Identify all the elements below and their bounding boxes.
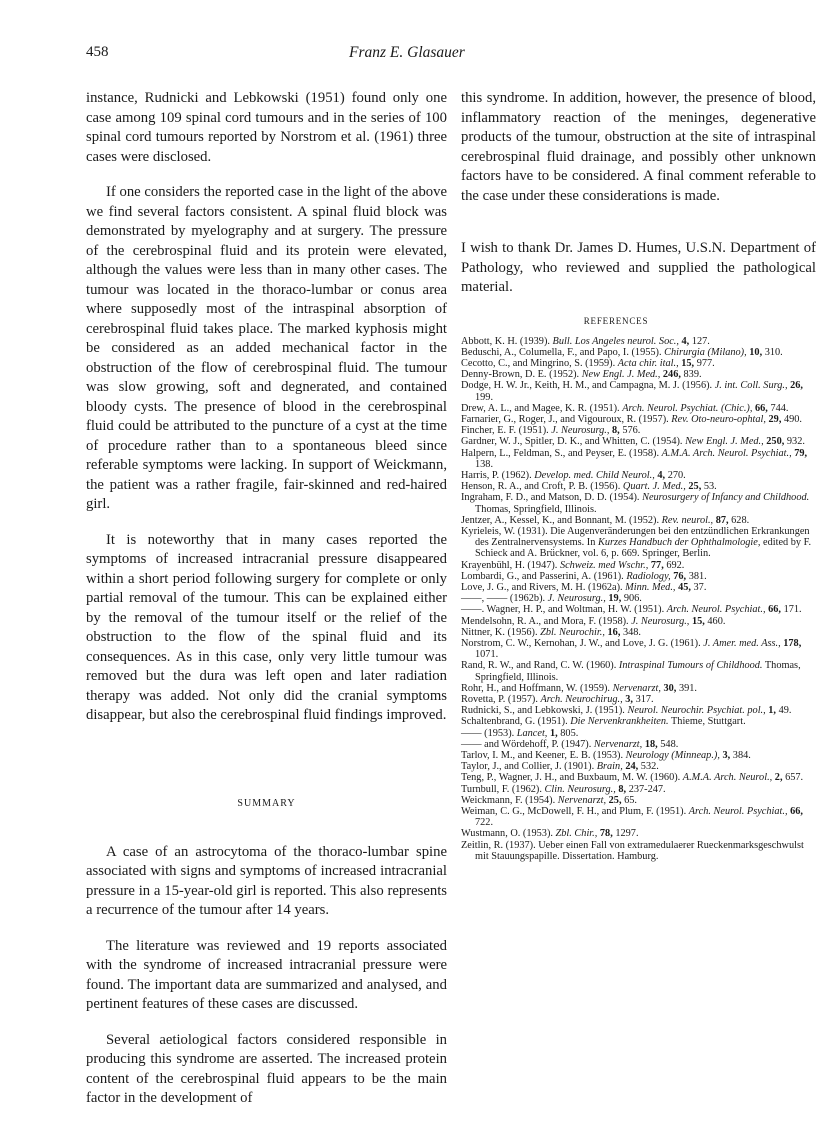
reference-authors: Nittner, K. (1956). <box>461 626 538 638</box>
reference-authors: Farnarier, G., Roger, J., and Vigouroux, R. (1957). <box>461 413 669 425</box>
reference-item <box>461 660 816 682</box>
reference-item <box>461 403 816 414</box>
reference-item <box>461 716 816 727</box>
reference-volume: 15, <box>691 615 705 627</box>
reference-volume: 25, <box>608 794 622 806</box>
reference-pages: 65. <box>624 794 637 806</box>
reference-pages: 576. <box>622 425 641 437</box>
reference-authors: Lombardi, G., and Passerini, A. (1961). <box>461 570 624 582</box>
reference-volume: 4, <box>657 469 666 481</box>
reference-source: Neurosurgery of Infancy and Childhood. <box>642 492 810 504</box>
reference-volume: 8, <box>612 425 620 437</box>
summary-paragraph: Several aetiological factors considered responsible in producing this syndrome are asserted. The increased protein content of the cerebrospinal fluid appears to be the main factor in the development of <box>86 1031 447 1106</box>
reference-authors: Rand, R. W., and Rand, C. W. (1960). <box>461 660 617 672</box>
reference-authors: ——, —— (1962b). <box>461 593 546 605</box>
reference-source: Nervenarzt, <box>593 738 643 750</box>
reference-source: Arch. Neurol. Psychiat. (Chic.), <box>622 402 753 414</box>
reference-source: Nervenarzt, <box>557 794 607 806</box>
reference-source: Neurology (Minneap.), <box>625 750 720 762</box>
reference-pages: 49. <box>778 705 792 717</box>
reference-volume: 19, <box>608 593 622 605</box>
reference-source: J. Amer. med. Ass., <box>703 637 781 649</box>
reference-item <box>461 526 816 560</box>
reference-item <box>461 336 816 347</box>
reference-authors: —— (1953). <box>461 727 515 739</box>
reference-item <box>461 347 816 358</box>
reference-volume: 8, <box>618 783 627 795</box>
reference-item <box>461 369 816 380</box>
reference-pages: 381. <box>688 570 707 582</box>
reference-source: Chirurgia (Milano), <box>664 346 747 358</box>
reference-pages: 53. <box>703 481 717 493</box>
reference-pages: 657. <box>785 772 804 784</box>
reference-pages: 932. <box>786 436 805 448</box>
reference-authors: Abbott, K. H. (1939). <box>461 335 550 347</box>
reference-item <box>461 358 816 369</box>
reference-authors: Harris, P. (1962). <box>461 469 532 481</box>
reference-pages: 460. <box>707 615 726 627</box>
reference-volume: 15, <box>681 357 695 369</box>
reference-source: Brain, <box>596 761 623 773</box>
reference-authors: Wustmann, O. (1953). <box>461 828 553 840</box>
reference-pages: 127. <box>691 335 710 347</box>
reference-source: Schweiz. med Wschr., <box>559 559 649 571</box>
reference-source: A.M.A. Arch. Neurol. Psychiat., <box>661 447 792 459</box>
reference-pages: 1297. <box>615 828 639 840</box>
body-paragraph: If one considers the reported case in the light of the above we find several factors consistent. A spinal fluid block was demonstrated by myelography and at surgery. The pressure of the cerebrospinal fluid and its protein were elevated, although the values were less than in many other cases. The tumour was located in the thoraco-lumbar or conus area where supposedly most of the intraspinal absorption of cerebrospinal fluid takes place. The marked kyphosis might be considered as an added mechanical factor in the obstruction of the flow of cerebrospinal fluid. The tumour was slow growing, soft and degnerated, and contained bloody cysts. The presence of blood in the cerebrospinal fluid could be attributed to the puncture of a cyst at the time of procedure rather than to a spontaneous bleed since referable symptoms were lacking. In support of Weickmann, the patient was a rather fragile, fair-skinned and red-haired girl. <box>86 184 447 512</box>
reference-source: Acta chir. ital., <box>617 357 679 369</box>
reference-volume: 66, <box>755 402 768 414</box>
reference-pages: 977. <box>696 357 715 369</box>
reference-source: Intraspinal Tumours of Childhood. <box>618 660 763 672</box>
reference-item <box>461 604 816 615</box>
reference-authors: Gardner, W. J., Spitler, D. K., and Whitten, C. (1954). <box>461 436 683 448</box>
reference-volume: 16, <box>607 626 621 638</box>
reference-item <box>461 448 816 470</box>
reference-item <box>461 436 816 447</box>
reference-pages: Thieme, Stuttgart. <box>671 716 746 728</box>
reference-source: Lancet, <box>516 727 548 739</box>
reference-source: J. Neurosurg., <box>631 615 690 627</box>
reference-list <box>461 336 816 863</box>
reference-pages: 237-247. <box>628 783 666 795</box>
reference-pages: 722. <box>475 817 494 829</box>
reference-authors: Fincher, E. F. (1951). <box>461 425 549 437</box>
reference-authors: Rohr, H., and Hoffmann, W. (1959). <box>461 682 610 694</box>
reference-pages: 270. <box>667 469 686 481</box>
body-paragraph: this syndrome. In addition, however, the presence of blood, inflammatory reaction of the meninges, degenerative products of the tumour, obstruction at the site of intraspinal cerebrospinal fluid drainage, and possibly other unknown factors have to be considered. A final comment referable to the case under these considerations is made. <box>461 90 816 204</box>
reference-authors: Dodge, H. W. Jr., Keith, H. M., and Campagna, M. J. (1956). <box>461 380 713 392</box>
reference-authors: Ingraham, F. D., and Matson, D. D. (1954). <box>461 492 640 504</box>
reference-item <box>461 571 816 582</box>
page-number: 458 <box>86 44 109 60</box>
reference-source: Arch. Neurochirug., <box>540 694 623 705</box>
reference-volume: 29, <box>768 413 782 425</box>
reference-item <box>461 492 816 514</box>
reference-source: J. Neurosurg., <box>547 593 606 605</box>
summary-paragraph: A case of an astrocytoma of the thoraco-lumbar spine associated with signs and symptoms of increased intracranial pressure in a 15-year-old girl is reported. This also represents a recurrence of the tumour after 14 years. <box>86 843 447 918</box>
reference-pages: 490. <box>783 413 802 425</box>
reference-authors: ——. Wagner, H. P., and Woltman, H. W. (1951). <box>461 604 665 616</box>
reference-item <box>461 750 816 761</box>
reference-volume: 78, <box>599 828 613 840</box>
body-paragraph: instance, Rudnicki and Lebkowski (1951) found only one case among 109 spinal cord tumours and in the series of 100 spinal cord tumours reported by Norstrom et al. (1961) three cases were disclosed. <box>86 90 447 165</box>
reference-item <box>461 705 816 716</box>
reference-authors: Beduschi, A., Columella, F., and Papo, I. (1955). <box>461 346 662 358</box>
body-paragraph: It is noteworthy that in many cases reported the symptoms of increased intracranial pressure disappeared within a short period following surgery for complete or only partial removal of the tumour. This can be explained either by the removal of the tumour itself or the relief of the obstruction to the flow of the spinal fluid and its consequences. As in this case, only very little tumour was removed but the dura was left open and later radiation therapy was added. Not only did the cranial symptoms disappear, but also the cerebrospinal fluid findings improved. <box>86 531 447 723</box>
reference-pages: 348. <box>622 626 641 638</box>
reference-item <box>461 840 816 862</box>
reference-source: Nervenarzt, <box>612 682 661 694</box>
reference-item <box>461 481 816 492</box>
reference-authors: Cecotto, C., and Mingrino, S. (1959). <box>461 357 616 369</box>
reference-source: Neurol. Neurochir. Psychiat. pol., <box>627 705 766 717</box>
reference-pages: 310. <box>764 346 783 358</box>
reference-pages: 692. <box>666 559 685 571</box>
reference-authors: Mendelsohn, R. A., and Mora, F. (1958). <box>461 615 629 627</box>
reference-volume: 66, <box>768 604 781 616</box>
reference-pages: edited by F. Schieck and A. Brückner, vol. 6, p. 669. Springer, Berlin. <box>475 537 812 560</box>
reference-item <box>461 784 816 795</box>
reference-authors: Schaltenbrand, G. (1951). <box>461 716 568 728</box>
reference-source: Radiology, <box>626 570 671 582</box>
references-heading: REFERENCES <box>583 315 649 326</box>
reference-volume: 18, <box>644 738 658 750</box>
reference-item <box>461 414 816 425</box>
summary-paragraph: The literature was reviewed and 19 reports associated with the syndrome of increased intracranial pressure were found. The important data are summarized and analysed, and pertinent features of these cases are discussed. <box>86 937 447 1012</box>
reference-authors: —— and Wördehoff, P. (1947). <box>461 738 592 750</box>
reference-source: Minn. Med., <box>625 581 676 593</box>
reference-pages: 391. <box>678 682 697 694</box>
reference-volume: 26, <box>790 380 803 392</box>
reference-volume: 24, <box>625 761 639 773</box>
reference-item <box>461 739 816 750</box>
reference-item <box>461 694 816 705</box>
reference-authors: Rovetta, P. (1957). <box>461 694 538 705</box>
reference-volume: 79, <box>794 447 808 459</box>
reference-item <box>461 582 816 593</box>
reference-item <box>461 560 816 571</box>
running-head: Franz E. Glasauer <box>349 44 465 61</box>
reference-source: Develop. med. Child Neurol., <box>534 469 655 481</box>
reference-item <box>461 683 816 694</box>
reference-volume: 77, <box>650 559 664 571</box>
reference-item <box>461 425 816 436</box>
reference-source: Rev. Oto-neuro-ophtal, <box>671 413 766 425</box>
summary-heading: SUMMARY <box>237 797 296 809</box>
reference-volume: 66, <box>790 806 803 818</box>
reference-volume: 4, <box>681 335 690 347</box>
reference-source: Zbl. Neurochir., <box>540 626 605 638</box>
left-column <box>86 89 447 1109</box>
reference-source: Die Nervenkrankheiten. <box>570 716 669 728</box>
reference-volume: 30, <box>663 682 677 694</box>
reference-authors: Halpern, L., Feldman, S., and Peyser, E. (1958). <box>461 447 660 459</box>
reference-authors: Krayenbühl, H. (1947). <box>461 559 558 571</box>
reference-pages: 744. <box>770 402 789 414</box>
reference-volume: 3, <box>625 694 634 705</box>
reference-pages: 138. <box>475 458 494 470</box>
reference-authors: Kyrieleis, W. (1931). Die Augenveränderungen bei den entzündlichen Erkrankungen des Zentralnervensystems. In <box>461 525 810 549</box>
reference-source: J. Neurosurg., <box>551 425 610 437</box>
reference-source: Kurzes Handbuch der Ophthalmologie, <box>597 537 761 549</box>
reference-pages: 1071. <box>475 649 499 661</box>
reference-authors: Rudnicki, S., and Lebkowski, J. (1951). <box>461 705 625 717</box>
reference-source: New Engl. J. Med., <box>685 436 764 448</box>
reference-source: A.M.A. Arch. Neurol., <box>682 772 773 784</box>
reference-pages: Thomas, Springfield, Illinois. <box>475 503 597 515</box>
reference-authors: Norstrom, C. W., Kernohan, J. W., and Love, J. G. (1961). <box>461 637 701 649</box>
reference-pages: 805. <box>560 727 579 739</box>
reference-volume: 87, <box>715 514 729 526</box>
reference-item <box>461 515 816 526</box>
reference-volume: 76, <box>673 570 687 582</box>
reference-pages: 906. <box>623 593 642 605</box>
reference-source: Rev. neurol., <box>661 514 714 526</box>
reference-volume: 2, <box>774 772 783 784</box>
reference-volume: 45, <box>678 581 691 593</box>
reference-source: J. int. Coll. Surg., <box>714 380 788 392</box>
right-column <box>461 89 816 862</box>
reference-source: Arch. Neurol. Psychiat., <box>688 806 788 818</box>
reference-source: New Engl. J. Med., <box>581 369 661 381</box>
reference-pages: 839. <box>683 369 702 381</box>
reference-pages: 532. <box>640 761 659 773</box>
reference-pages: 317. <box>635 694 654 705</box>
reference-item <box>461 638 816 660</box>
reference-item <box>461 728 816 739</box>
reference-item <box>461 806 816 828</box>
reference-authors: Jentzer, A., Kessel, K., and Bonnant, M. (1952). <box>461 514 660 526</box>
reference-source: Arch. Neurol. Psychiat., <box>666 604 766 616</box>
reference-authors: Love, J. G., and Rivers, M. H. (1962a). <box>461 581 623 593</box>
reference-source: Bull. Los Angeles neurol. Soc., <box>552 335 679 347</box>
reference-authors: Drew, A. L., and Magee, K. R. (1951). <box>461 402 620 414</box>
reference-volume: 10, <box>749 346 763 358</box>
reference-item <box>461 828 816 839</box>
reference-pages: 199. <box>475 391 494 403</box>
reference-authors: Weiman, C. G., McDowell, F. H., and Plum, F. (1951). <box>461 806 687 818</box>
reference-volume: 1, <box>549 727 558 739</box>
reference-authors: Zeitlin, R. (1937). Ueber einen Fall von extramedulaerer Rueckenmarksgeschwulst mit Stauungspapille. Dissertation. Hamburg. <box>461 839 804 862</box>
reference-pages: 628. <box>731 514 750 526</box>
reference-pages: 171. <box>783 604 802 616</box>
reference-volume: 3, <box>722 750 731 762</box>
acknowledgement: I wish to thank Dr. James D. Humes, U.S.N. Department of Pathology, who reviewed and supplied the pathological material. <box>461 240 816 295</box>
reference-pages: 548. <box>660 738 679 750</box>
reference-pages: Thomas, Springfield, Illinois. <box>475 660 801 683</box>
reference-volume: 250, <box>766 436 785 448</box>
reference-authors: Tarlov, I. M., and Keener, E. B. (1953). <box>461 750 624 762</box>
reference-authors: Henson, R. A., and Croft, P. B. (1956). <box>461 481 621 493</box>
reference-item <box>461 795 816 806</box>
reference-item <box>461 772 816 783</box>
reference-pages: 37. <box>693 581 707 593</box>
reference-source: Quart. J. Med., <box>622 481 686 493</box>
reference-authors: Weickmann, F. (1954). <box>461 794 556 806</box>
reference-item <box>461 616 816 627</box>
reference-item <box>461 470 816 481</box>
reference-volume: 178, <box>783 637 802 649</box>
reference-volume: 25, <box>688 481 702 493</box>
reference-item <box>461 593 816 604</box>
reference-source: Zbl. Chir., <box>555 828 598 840</box>
reference-volume: 1, <box>768 705 777 717</box>
reference-pages: 384. <box>732 750 751 762</box>
reference-authors: Denny-Brown, D. E. (1952). <box>461 369 580 381</box>
reference-item <box>461 627 816 638</box>
reference-authors: Teng, P., Wagner, J. H., and Buxbaum, M. W. (1960). <box>461 772 681 784</box>
reference-item <box>461 380 816 402</box>
reference-authors: Turnbull, F. (1962). <box>461 783 542 795</box>
reference-volume: 246, <box>662 369 681 381</box>
reference-item <box>461 761 816 772</box>
reference-source: Clin. Neurosurg., <box>544 783 616 795</box>
reference-authors: Taylor, J., and Collier, J. (1901). <box>461 761 595 773</box>
